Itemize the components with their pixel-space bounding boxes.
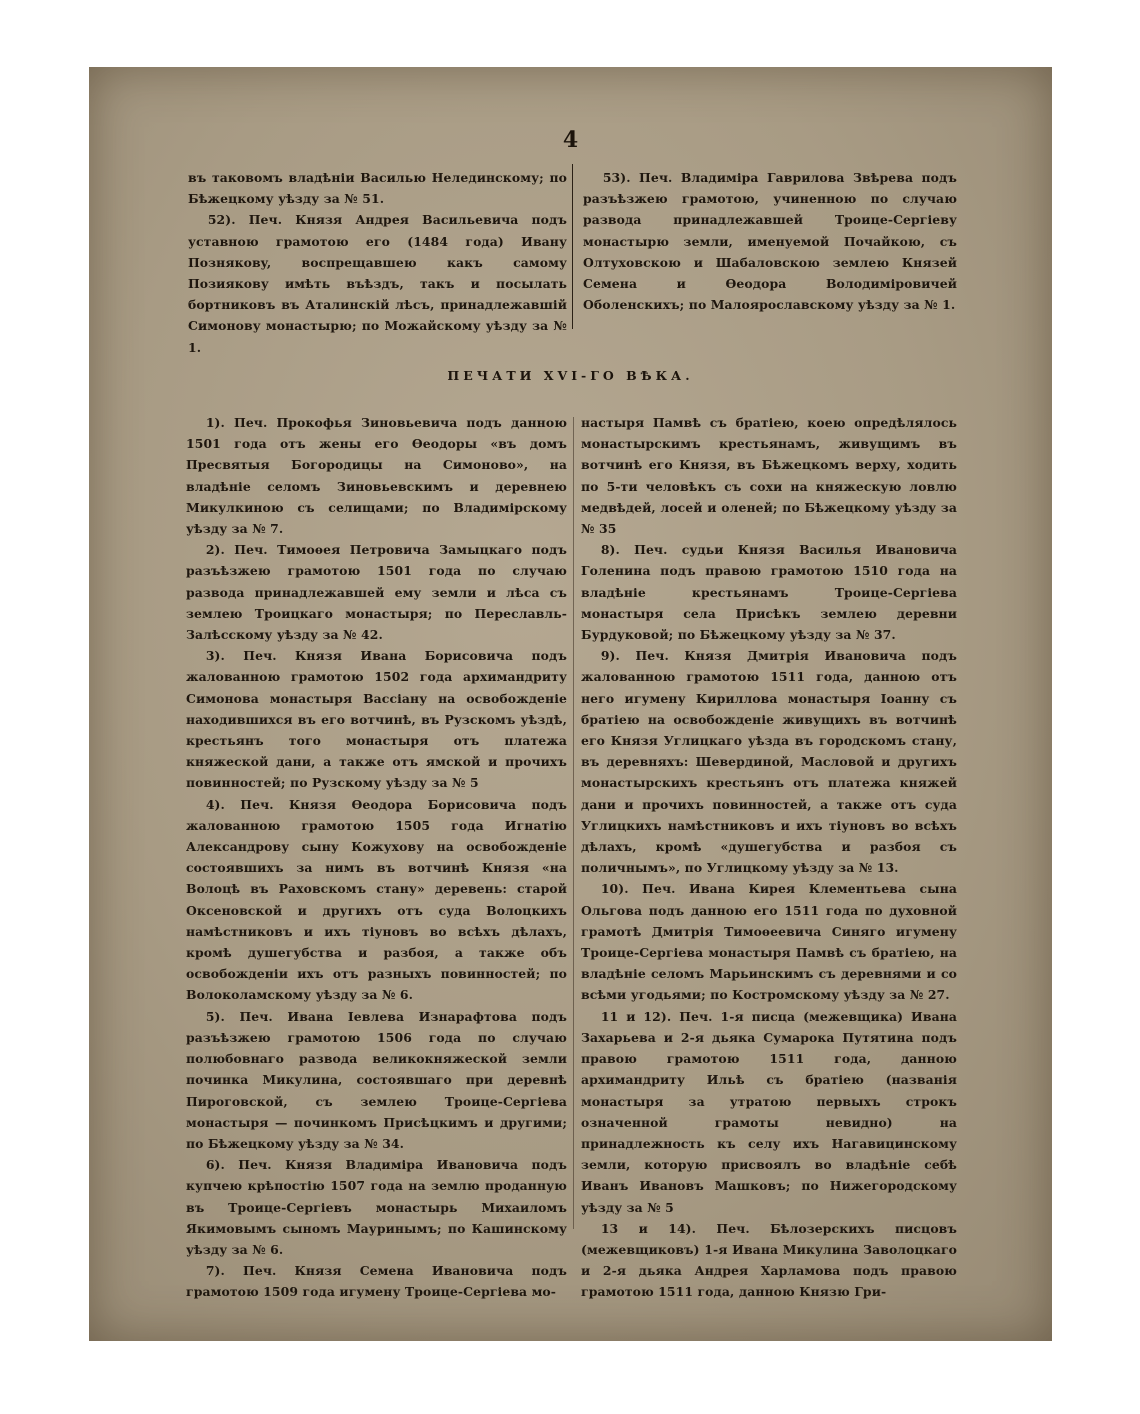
paragraph: 5). Печ. Ивана Іевлева Изнарафтова подъ разъѣзжею грамотою 1506 года по случаю полюбовнаго развода великокняжеской земли починка Микулина, состоявшаго при деревнѣ Пироговской, съ землею Троице-Сергіева монастыря — починкомъ Присѣцкимъ и другими; по Бѣжецкому уѣзду за № 34.	[186, 1008, 567, 1151]
paragraph: 4). Печ. Князя Ѳеодора Борисовича подъ жалованною грамотою 1505 года Игнатію Александрову сыну Кожухову на освобожденіе состоявшихъ за нимъ въ вотчинѣ Князя «на Волоцѣ въ Раховскомъ стану» деревень: старой Оксеновской и другихъ отъ суда Волоцкихъ намѣстниковъ и ихъ тіуновъ во всѣхъ дѣлахъ, кромѣ душегубства и разбоя, а также объ освобожденіи ихъ отъ разныхъ повинностей; по Волоколамскому уѣзду за № 6.	[186, 796, 567, 1003]
column-divider	[572, 164, 573, 329]
paragraph: 53). Печ. Владиміра Гавриловa Звѣрева подъ разъѣзжею грамотою, учиненною по случаю развода принадлежавшей Троице-Сергіеву монастырю земли, именуемой Почайкою, съ Олтуховскою и Шабаловскою землею Князей Семена и Ѳеодора Володиміровичей Оболенскихъ; по Малоярославскому уѣзду за № 1.	[583, 170, 957, 313]
section-heading: ПЕЧАТИ XVI-ГО ВѢКА.	[447, 368, 694, 383]
top-left-column	[188, 167, 567, 358]
paragraph: 2). Печ. Тимоѳея Петровича Замыцкаго подъ разъѣзжею грамотою 1501 года по случаю развода принадлежавшей ему земли и лѣса съ землею Троицкаго монастыря; по Переславль-Залѣсскому уѣзду за № 42.	[186, 542, 567, 643]
column-divider	[573, 417, 574, 1229]
paragraph: настыря Памвѣ съ братіею, коею опредѣлялось монастырскимъ крестьянамъ, живущимъ въ вотчинѣ его Князя, въ Бѣжецкомъ верху, ходить по 5-ти человѣкъ съ сохи на княжескую ловлю медвѣдей, лосей и оленей; по Бѣжецкому уѣзду за № 35	[581, 415, 957, 537]
paragraph: 1). Печ. Прокофья Зиновьевича подъ данною 1501 года отъ жены его Ѳеодоры «въ домъ Пресвятыя Богородицы на Симоново», на владѣніе селомъ Зиновьевскимъ и деревнею Микулкиною съ селищами; по Владимірскому уѣзду за № 7.	[186, 415, 567, 537]
scanned-page	[89, 67, 1052, 1341]
paragraph: въ таковомъ владѣніи Василью Нелединскому; по Бѣжецкому уѣзду за № 51.	[188, 170, 567, 207]
paragraph: 9). Печ. Князя Дмитрія Ивановича подъ жалованною грамотою 1511 года, данною отъ него игумену Кириллова монастыря Іоанну съ братіею на освобожденіе живущихъ въ вотчинѣ его Князя Углицкаго уѣзда въ городскомъ стану, въ деревняхъ: Шевердиной, Масловой и другихъ монастырскихъ крестьянъ отъ платежа княжей дани и прочихъ повинностей, а также отъ суда Углицкихъ намѣстниковъ и ихъ тіуновъ во всѣхъ дѣлахъ, кромѣ «душегубства и разбоя съ поличнымъ», по Углицкому уѣзду за № 13.	[581, 648, 957, 876]
main-right-column	[581, 412, 957, 1303]
paragraph: 6). Печ. Князя Владиміра Ивановича подъ купчею крѣпостію 1507 года на землю проданную въ Троице-Сергіевъ монастырь Михаиломъ Якимовымъ сыномъ Мауринымъ; по Кашинскому уѣзду за № 6.	[186, 1157, 567, 1257]
top-right-column	[583, 167, 957, 315]
main-left-column	[186, 412, 567, 1303]
paragraph: 11 и 12). Печ. 1-я писца (межевщика) Ивана Захарьева и 2-я дьяка Сумарока Путятина подъ правою грамотою 1511 года, данною архимандриту Ильѣ съ братіею (названія монастыря за утратою первыхъ строкъ означенной грамоты невидно) на принадлежность къ селу ихъ Нагавицинскому земли, которую присвоялъ во владѣніе себѣ Иванъ Ивановъ Машковъ; по Нижегородскому уѣзду за № 5	[581, 1008, 957, 1215]
paragraph: 10). Печ. Ивана Кирея Клементьева сына Ольгова подъ данною его 1511 года по духовной грамотѣ Дмитрія Тимоѳеевича Синяго игумену Троице-Сергіева монастыря Памвѣ съ братіею, на владѣніе селомъ Марьинскимъ съ деревнями и со всѣми угодьями; по Костромскому уѣзду за № 27.	[581, 881, 957, 1003]
paragraph: 52). Печ. Князя Андрея Васильевича подъ уставною грамотою его (1484 года) Ивану Позняковy, воспрещавшею какъ самому Позиякову имѣть въѣздъ, такъ и посылать бортниковъ въ Аталинскій лѣсъ, принадлежавшій Симонову монастырю; по Можайскому уѣзду за № 1.	[188, 212, 567, 355]
paragraph: 8). Печ. судьи Князя Василья Ивановича Голенина подъ правою грамотою 1510 года на владѣніе крестьянамъ Троице-Сергіева монастыря села Присѣкъ землею деревни Бурдуковой; по Бѣжецкому уѣзду за № 37.	[581, 542, 957, 643]
paragraph: 3). Печ. Князя Ивана Борисовича подъ жалованною грамотою 1502 года архимандриту Симонова монастыря Вассіану на освобожденіе находившихся въ его вотчинѣ, въ Рузскомъ уѣздѣ, крестьянъ того монастыря отъ платежа княжеской дани, а также отъ ямской и прочихъ повинностей; по Рузскому уѣзду за № 5	[186, 648, 567, 791]
paragraph: 7). Печ. Князя Семена Ивановича подъ грамотою 1509 года игумену Троице-Сергіева мо-	[186, 1263, 567, 1300]
paragraph: 13 и 14). Печ. Бѣлозерскихъ писцовъ (межевщиковъ) 1-я Ивана Микулина Заволоцкаго и 2-я дьяка Андрея Харламова подъ правою грамотою 1511 года, данною Князю Гри-	[581, 1220, 957, 1300]
page-number: 4	[562, 127, 579, 153]
